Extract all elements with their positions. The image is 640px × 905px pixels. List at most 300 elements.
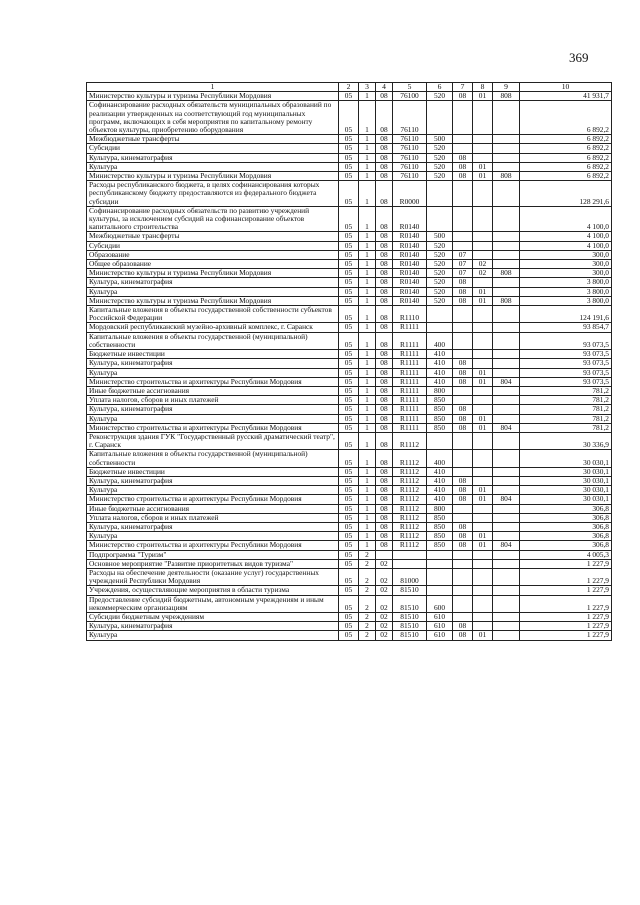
table-row (87, 350, 612, 359)
amount-cell: 6 892,2 (520, 162, 612, 171)
code-cell (453, 595, 473, 612)
code-cell (453, 181, 473, 207)
code-cell: 08 (453, 287, 473, 296)
row-label: Культура, кинематография (87, 153, 339, 162)
row-label: Культура (87, 631, 339, 640)
code-cell (493, 232, 520, 241)
code-cell: 05 (339, 181, 359, 207)
code-cell: 05 (339, 414, 359, 423)
code-cell: R1110 (393, 306, 427, 323)
code-cell: 1 (359, 467, 376, 476)
amount-cell: 128 291,6 (520, 181, 612, 207)
code-cell: 1 (359, 405, 376, 414)
code-cell: 08 (376, 306, 393, 323)
row-label: Подпрограмма "Туризм" (87, 550, 339, 559)
code-cell (493, 181, 520, 207)
code-cell (493, 396, 520, 405)
code-cell: 08 (376, 287, 393, 296)
amount-cell: 93 073,5 (520, 350, 612, 359)
table-row (87, 92, 612, 101)
code-cell: 01 (473, 532, 493, 541)
code-cell: R1111 (393, 386, 427, 395)
code-cell: 08 (453, 405, 473, 414)
code-cell: 800 (427, 386, 453, 395)
table-row (87, 522, 612, 531)
code-cell: 1 (359, 250, 376, 259)
amount-cell: 306,8 (520, 504, 612, 513)
code-cell: R1112 (393, 513, 427, 522)
code-cell: 850 (427, 541, 453, 550)
table-header-row (87, 83, 612, 92)
code-cell: 05 (339, 532, 359, 541)
code-cell (427, 101, 453, 135)
code-cell: 1 (359, 172, 376, 181)
row-label: Министерство культуры и туризма Республики Мордовия (87, 172, 339, 181)
code-cell (453, 513, 473, 522)
code-cell: 1 (359, 386, 376, 395)
code-cell: 76110 (393, 162, 427, 171)
code-cell: 1 (359, 287, 376, 296)
code-cell: 2 (359, 612, 376, 621)
code-cell: 07 (453, 260, 473, 269)
code-cell: 1 (359, 359, 376, 368)
amount-cell: 6 892,2 (520, 144, 612, 153)
code-cell: 610 (427, 612, 453, 621)
row-label: Министерство строительства и архитектуры Республики Мордовия (87, 541, 339, 550)
table-row (87, 232, 612, 241)
code-cell: 05 (339, 522, 359, 531)
code-cell (493, 622, 520, 631)
code-cell: 500 (427, 232, 453, 241)
code-cell (427, 559, 453, 568)
row-label: Иные бюджетные ассигнования (87, 504, 339, 513)
code-cell: 08 (376, 414, 393, 423)
code-cell: 08 (376, 495, 393, 504)
code-cell: 520 (427, 153, 453, 162)
code-cell (493, 260, 520, 269)
row-label: Министерство культуры и туризма Республики Мордовия (87, 296, 339, 305)
table-row (87, 162, 612, 171)
amount-cell: 4 100,0 (520, 232, 612, 241)
amount-cell: 30 030,1 (520, 495, 612, 504)
table-row (87, 241, 612, 250)
column-header: 3 (359, 83, 376, 92)
amount-cell: 306,8 (520, 532, 612, 541)
code-cell: 1 (359, 332, 376, 349)
column-header: 6 (427, 83, 453, 92)
amount-cell: 93 854,7 (520, 323, 612, 332)
code-cell: R0140 (393, 260, 427, 269)
amount-cell: 300,0 (520, 260, 612, 269)
code-cell (453, 504, 473, 513)
code-cell: 850 (427, 522, 453, 531)
code-cell: 05 (339, 153, 359, 162)
code-cell (427, 206, 453, 232)
row-label: Культура (87, 532, 339, 541)
amount-cell: 1 227,9 (520, 612, 612, 621)
code-cell: 410 (427, 467, 453, 476)
code-cell: 08 (376, 241, 393, 250)
code-cell: 1 (359, 476, 376, 485)
code-cell (473, 250, 493, 259)
code-cell: 520 (427, 278, 453, 287)
code-cell: 08 (453, 296, 473, 305)
code-cell: 76110 (393, 135, 427, 144)
code-cell (473, 467, 493, 476)
code-cell: 01 (473, 368, 493, 377)
code-cell: 05 (339, 541, 359, 550)
code-cell: 410 (427, 377, 453, 386)
amount-cell: 1 227,9 (520, 631, 612, 640)
code-cell: 81510 (393, 622, 427, 631)
column-header: 10 (520, 83, 612, 92)
code-cell: 08 (376, 172, 393, 181)
code-cell: 08 (376, 92, 393, 101)
code-cell: 05 (339, 306, 359, 323)
code-cell (376, 550, 393, 559)
code-cell (493, 153, 520, 162)
row-label: Бюджетные инвестиции (87, 467, 339, 476)
code-cell (473, 612, 493, 621)
code-cell (473, 504, 493, 513)
code-cell: R1112 (393, 467, 427, 476)
code-cell: 08 (376, 250, 393, 259)
code-cell (453, 232, 473, 241)
code-cell: 05 (339, 559, 359, 568)
code-cell: 1 (359, 306, 376, 323)
column-header: 7 (453, 83, 473, 92)
amount-cell: 6 892,2 (520, 101, 612, 135)
code-cell: R1112 (393, 486, 427, 495)
code-cell: 08 (453, 541, 473, 550)
amount-cell: 781,2 (520, 405, 612, 414)
code-cell: 05 (339, 595, 359, 612)
code-cell: 08 (376, 486, 393, 495)
code-cell: 76110 (393, 172, 427, 181)
amount-cell: 6 892,2 (520, 153, 612, 162)
code-cell: 05 (339, 92, 359, 101)
table-row (87, 181, 612, 207)
code-cell (473, 101, 493, 135)
table-row (87, 450, 612, 467)
code-cell (473, 241, 493, 250)
code-cell: 08 (453, 359, 473, 368)
table-row (87, 486, 612, 495)
code-cell (453, 386, 473, 395)
code-cell: 05 (339, 450, 359, 467)
code-cell: 02 (376, 568, 393, 585)
code-cell: 02 (473, 269, 493, 278)
code-cell (473, 450, 493, 467)
amount-cell: 4 100,0 (520, 206, 612, 232)
code-cell: 800 (427, 504, 453, 513)
code-cell: 08 (453, 153, 473, 162)
table-row (87, 359, 612, 368)
code-cell: 2 (359, 595, 376, 612)
code-cell (493, 162, 520, 171)
amount-cell: 3 800,0 (520, 296, 612, 305)
code-cell: 610 (427, 622, 453, 631)
row-label: Расходы республиканского бюджета, в целях софинансирования которых республиканскому бюджету предоставляются из федерального бюджета субсидии (87, 181, 339, 207)
code-cell (453, 550, 473, 559)
code-cell (473, 432, 493, 449)
code-cell: 08 (376, 405, 393, 414)
code-cell (427, 550, 453, 559)
code-cell: 76110 (393, 153, 427, 162)
row-label: Межбюджетные трансферты (87, 135, 339, 144)
code-cell: 02 (376, 612, 393, 621)
code-cell (493, 144, 520, 153)
code-cell: 08 (376, 386, 393, 395)
code-cell: 08 (376, 467, 393, 476)
code-cell: R1112 (393, 504, 427, 513)
row-label: Бюджетные инвестиции (87, 350, 339, 359)
code-cell (493, 550, 520, 559)
code-cell: 08 (453, 476, 473, 485)
code-cell: 08 (453, 495, 473, 504)
code-cell: 08 (376, 260, 393, 269)
code-cell (493, 476, 520, 485)
code-cell: 05 (339, 432, 359, 449)
table-row (87, 595, 612, 612)
table-row (87, 476, 612, 485)
table-row (87, 467, 612, 476)
row-label: Софинансирование расходных обязательств по развитию учреждений культуры, за исключением субсидий на софинансирование объектов капитального строительства (87, 206, 339, 232)
code-cell: 08 (376, 450, 393, 467)
code-cell: R1112 (393, 495, 427, 504)
code-cell: 1 (359, 162, 376, 171)
code-cell: 08 (376, 153, 393, 162)
row-label: Культура (87, 486, 339, 495)
code-cell: 1 (359, 296, 376, 305)
row-label: Министерство строительства и архитектуры Республики Мордовия (87, 495, 339, 504)
code-cell (493, 586, 520, 595)
amount-cell: 1 227,9 (520, 586, 612, 595)
code-cell: 08 (376, 232, 393, 241)
code-cell: 850 (427, 405, 453, 414)
code-cell: 520 (427, 92, 453, 101)
code-cell: 08 (376, 332, 393, 349)
row-label: Образование (87, 250, 339, 259)
code-cell: 01 (473, 172, 493, 181)
amount-cell: 30 030,1 (520, 467, 612, 476)
code-cell: R0140 (393, 206, 427, 232)
row-label: Мордовский республиканский музейно-архивный комплекс, г. Саранск (87, 323, 339, 332)
table-row (87, 622, 612, 631)
code-cell: 410 (427, 359, 453, 368)
code-cell: 01 (473, 495, 493, 504)
code-cell: 804 (493, 423, 520, 432)
code-cell (473, 513, 493, 522)
code-cell: 05 (339, 423, 359, 432)
code-cell (473, 306, 493, 323)
amount-cell: 1 227,9 (520, 559, 612, 568)
code-cell: R1112 (393, 541, 427, 550)
code-cell: R0140 (393, 278, 427, 287)
code-cell (473, 405, 493, 414)
code-cell: 520 (427, 162, 453, 171)
amount-cell: 30 030,1 (520, 476, 612, 485)
table-row (87, 135, 612, 144)
code-cell: R0000 (393, 181, 427, 207)
code-cell: 410 (427, 350, 453, 359)
code-cell: 520 (427, 287, 453, 296)
code-cell (493, 631, 520, 640)
code-cell: 804 (493, 541, 520, 550)
amount-cell: 306,8 (520, 513, 612, 522)
code-cell: 05 (339, 359, 359, 368)
code-cell: 01 (473, 162, 493, 171)
table-row (87, 260, 612, 269)
code-cell: R1112 (393, 522, 427, 531)
table-row (87, 586, 612, 595)
code-cell (493, 532, 520, 541)
code-cell: 01 (473, 414, 493, 423)
row-label: Капитальные вложения в объекты государственной собственности субъектов Российской Федерации (87, 306, 339, 323)
code-cell: 08 (453, 162, 473, 171)
code-cell: 05 (339, 568, 359, 585)
code-cell: 05 (339, 332, 359, 349)
code-cell: 850 (427, 423, 453, 432)
row-label: Учреждения, осуществляющие мероприятия в области туризма (87, 586, 339, 595)
code-cell: 05 (339, 612, 359, 621)
code-cell: 08 (376, 135, 393, 144)
amount-cell: 306,8 (520, 522, 612, 531)
row-label: Культура, кинематография (87, 278, 339, 287)
code-cell (427, 586, 453, 595)
code-cell: 81510 (393, 631, 427, 640)
table-row (87, 153, 612, 162)
amount-cell: 93 073,5 (520, 368, 612, 377)
table-row (87, 306, 612, 323)
code-cell (493, 568, 520, 585)
code-cell: 600 (427, 595, 453, 612)
amount-cell: 1 227,9 (520, 568, 612, 585)
code-cell (427, 181, 453, 207)
table-row (87, 287, 612, 296)
code-cell: 1 (359, 377, 376, 386)
row-label: Культура (87, 368, 339, 377)
code-cell: 400 (427, 332, 453, 349)
row-label: Культура (87, 414, 339, 423)
table-row (87, 432, 612, 449)
table-row (87, 631, 612, 640)
code-cell: 1 (359, 278, 376, 287)
code-cell: 850 (427, 532, 453, 541)
code-cell: 400 (427, 450, 453, 467)
code-cell (493, 450, 520, 467)
amount-cell: 781,2 (520, 386, 612, 395)
code-cell: 81000 (393, 568, 427, 585)
code-cell: 02 (376, 586, 393, 595)
amount-cell: 300,0 (520, 269, 612, 278)
code-cell: 05 (339, 486, 359, 495)
column-header: 5 (393, 83, 427, 92)
row-label: Уплата налогов, сборов и иных платежей (87, 396, 339, 405)
code-cell: 01 (473, 486, 493, 495)
budget-table (86, 82, 612, 641)
code-cell: 1 (359, 232, 376, 241)
code-cell: 76100 (393, 92, 427, 101)
code-cell (493, 504, 520, 513)
code-cell: 01 (473, 423, 493, 432)
row-label: Министерство культуры и туризма Республики Мордовия (87, 269, 339, 278)
amount-cell: 781,2 (520, 414, 612, 423)
code-cell: 05 (339, 101, 359, 135)
code-cell: 05 (339, 550, 359, 559)
code-cell: 1 (359, 135, 376, 144)
code-cell (493, 405, 520, 414)
code-cell: 01 (473, 377, 493, 386)
code-cell: 1 (359, 450, 376, 467)
table-row (87, 332, 612, 349)
code-cell (493, 432, 520, 449)
code-cell: 1 (359, 368, 376, 377)
code-cell: 05 (339, 504, 359, 513)
table-row (87, 550, 612, 559)
row-label: Софинансирование расходных обязательств муниципальных образований по реализации утвержденных на соответствующий год муниципальных программ, включающих в себя мероприятия по капитальному ремонту объектов культуры, приобретению оборудования (87, 101, 339, 135)
code-cell (473, 144, 493, 153)
code-cell: 08 (453, 377, 473, 386)
code-cell: 81510 (393, 595, 427, 612)
amount-cell: 6 892,2 (520, 172, 612, 181)
code-cell: 05 (339, 296, 359, 305)
code-cell: 520 (427, 296, 453, 305)
code-cell (453, 332, 473, 349)
amount-cell: 93 073,5 (520, 359, 612, 368)
code-cell: 05 (339, 476, 359, 485)
code-cell: 1 (359, 414, 376, 423)
row-label: Министерство строительства и архитектуры Республики Мордовия (87, 423, 339, 432)
code-cell: 07 (453, 250, 473, 259)
table-row (87, 568, 612, 585)
table-row (87, 101, 612, 135)
amount-cell: 3 800,0 (520, 287, 612, 296)
code-cell: 1 (359, 206, 376, 232)
code-cell: 08 (376, 377, 393, 386)
row-label: Основное мероприятие "Развитие приоритетных видов туризма" (87, 559, 339, 568)
code-cell: 850 (427, 414, 453, 423)
code-cell (473, 396, 493, 405)
code-cell (473, 350, 493, 359)
code-cell (393, 550, 427, 559)
table-row (87, 541, 612, 550)
code-cell: 05 (339, 250, 359, 259)
code-cell: 08 (453, 522, 473, 531)
code-cell: R1112 (393, 432, 427, 449)
code-cell (473, 595, 493, 612)
code-cell: R1111 (393, 323, 427, 332)
code-cell (473, 550, 493, 559)
code-cell: 05 (339, 631, 359, 640)
code-cell (453, 135, 473, 144)
amount-cell: 3 800,0 (520, 278, 612, 287)
amount-cell: 781,2 (520, 423, 612, 432)
code-cell: 1 (359, 513, 376, 522)
code-cell: 500 (427, 135, 453, 144)
code-cell: 02 (376, 622, 393, 631)
code-cell (453, 432, 473, 449)
code-cell: R1111 (393, 332, 427, 349)
code-cell (473, 232, 493, 241)
table-row (87, 559, 612, 568)
code-cell: 1 (359, 486, 376, 495)
code-cell: 850 (427, 396, 453, 405)
code-cell: 08 (376, 296, 393, 305)
code-cell: 05 (339, 495, 359, 504)
code-cell: 520 (427, 260, 453, 269)
code-cell: 2 (359, 622, 376, 631)
